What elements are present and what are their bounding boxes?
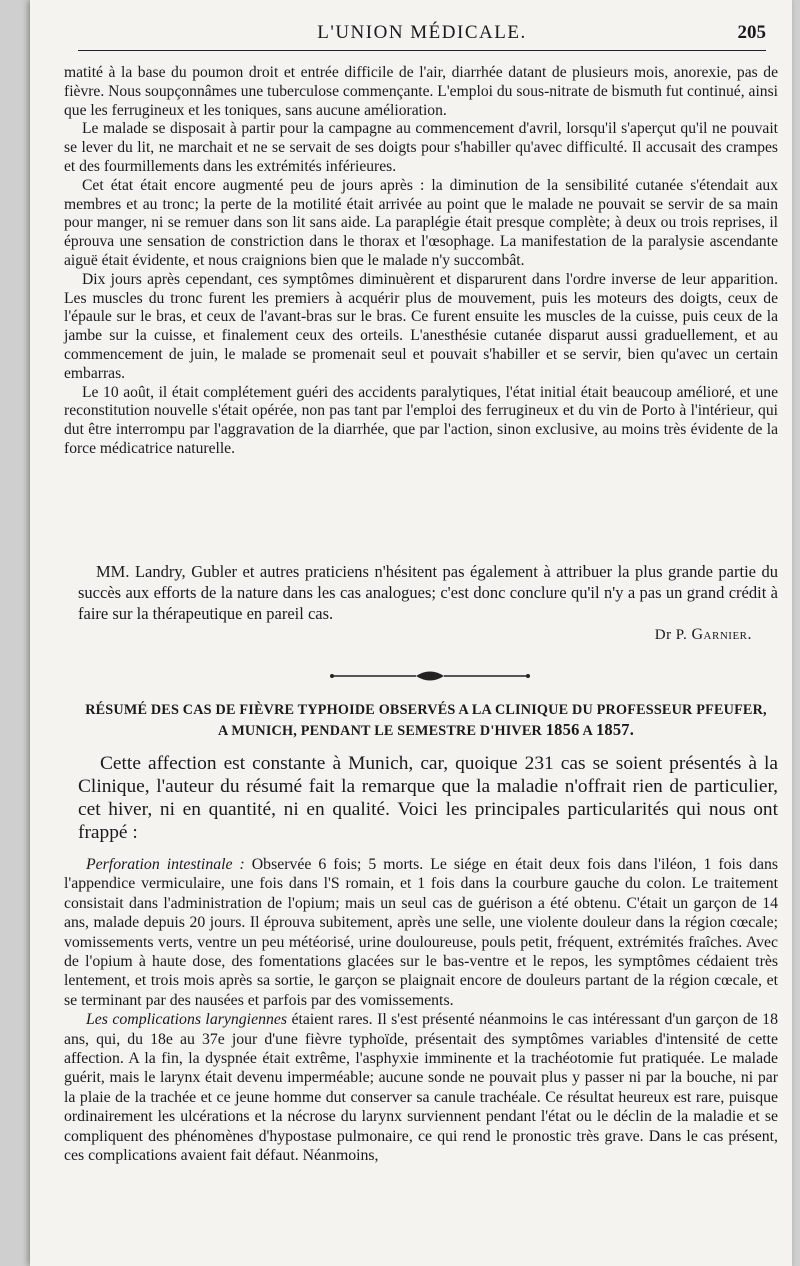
page-header — [78, 18, 766, 51]
section-divider-ornament — [330, 668, 530, 684]
paragraph: matité à la base du poumon droit et entrée difficile de l'air, diarrhée datant de plusieurs mois, anorexie, pas de fièvre. Nous soupçonnâmes une tuberculose commençante. L'emploi du sous-nitrate de bismuth fut continué, ainsi que les ferrugineux et les toniques, sans aucune amélioration. — [64, 64, 778, 119]
signature-prefix: Dr P. — [654, 627, 688, 643]
journal-page — [30, 0, 792, 1266]
paragraph: Cette affection est constante à Munich, car, quoique 231 cas se soient présentés à la Clinique, l'auteur du résumé fait la remarque que la maladie n'offrait rien de particulier, cet hiver, ni en quantité, ni en qualité. Voici les principales particularités qui nous ont frappé : — [78, 753, 778, 843]
paragraph: Le malade se disposait à partir pour la campagne au commencement d'avril, lorsqu'il s'aperçut qu'il ne pouvait se lever du lit, ne marchait et ne se servait de ses doigts pour s'habiller qu'avec difficulté. Il accusait des crampes et des fourmillements dans les extrémités inférieures. — [64, 120, 778, 175]
page-number: 205 — [737, 22, 766, 43]
heading-joiner: A — [582, 723, 593, 739]
heading-line-1: RÉSUMÉ DES CAS DE FIÈVRE TYPHOIDE OBSERVÉS A LA CLINIQUE DU PROFESSEUR PFEUFER, — [85, 702, 767, 718]
paragraph: MM. Landry, Gubler et autres praticiens n'hésitent pas également à attribuer la plus grande partie du succès aux efforts de la nature dans les cas analogues; c'est donc conclure qu'il n'y a pas un grand crédit à faire sur la thérapeutique en pareil cas. — [78, 562, 778, 623]
conclusion-paragraph — [78, 561, 778, 624]
paragraph: Dix jours après cependant, ces symptômes diminuèrent et disparurent dans l'ordre inverse de leur apparition. Les muscles du tronc furent les premiers à acquérir plus de mouvement, puis les moteurs des doigts, ceux de l'épaule sur le bras, et ceux de l'avant-bras sur le bras. Ce furent ensuite les muscles de la cuisse, puis ceux de la jambe sur la cuisse, et finalement ceux des orteils. L'anesthésie cutanée disparut aussi graduellement, et au commencement de juin, le malade se promenait seul et pouvait s'habiller et se servir, bien qu'avec un certain embarras. — [64, 270, 778, 382]
heading-line-2: A MUNICH, PENDANT LE SEMESTRE D'HIVER 1856 A 1857. — [217, 720, 635, 739]
clinical-findings-text — [64, 855, 778, 1166]
year-end: 1857. — [595, 720, 635, 739]
year-start: 1856 — [545, 720, 580, 739]
section-heading — [72, 700, 780, 741]
running-title: L'UNION MÉDICALE. — [317, 22, 527, 43]
author-signature — [655, 626, 752, 644]
paragraph-perforation: Perforation intestinale : Observée 6 fois; 5 morts. Le siége en était deux fois dans l'iléon, 1 fois dans l'appendice vermiculaire, une fois dans l'S romain, et 1 fois dans la courbure gauche du colon. Le traitement consistait dans l'administration de l'opium; mais un seul cas de guérison a été obtenu. C'était un garçon de 14 ans, malade depuis 20 jours. Il éprouva subitement, après une selle, une violente douleur dans la région cœcale; vomissements verts, ventre un peu météorisé, urine douloureuse, pouls petit, fréquent, extrémités fraîches. Avec de l'opium à haute dose, des fomentations glacées sur le bas-ventre et le repos, les symptômes cédaient très lentement, et trois mois après sa sortie, le garçon se plaignait encore de douleurs partant de la région cœcale, et se terminant par des nausées et parfois par des vomissements. — [64, 856, 779, 1009]
signature-name: Garnier. — [691, 626, 752, 643]
paragraph: Le 10 août, il était complétement guéri des accidents paralytiques, l'état initial était beaucoup amélioré, et une reconstitution nouvelle s'était opérée, non pas tant par l'emploi des ferrugineux et du vin de Porto à l'intérieur, qui dut être interrompu par l'aggravation de la diarrhée, que par l'action, sinon exclusive, au moins très évidente de la force médicatrice naturelle. — [64, 383, 778, 457]
lead-perforation: Perforation intestinale : — [86, 856, 245, 873]
intro-paragraph — [78, 752, 778, 844]
paragraph-laryngeal: Les complications laryngiennes étaient rares. Il s'est présenté néanmoins le cas intéressant d'un garçon de 18 ans, qui, du 18e au 37e jour d'une fièvre typhoïde, présentait des symptômes variables d'intensité de cette affection. A la fin, la dyspnée était extrême, l'asphyxie imminente et la trachéotomie fut pratiquée. Le malade guérit, mais le larynx était devenu imperméable; aucune sonde ne pouvait plus y passer ni par la bouche, ni par la plaie de la trachée et ce jeune homme dut conserver sa canule trachéale. Ce résultat heureux est rare, puisque ordinairement les ulcérations et la nécrose du larynx surviennent pendant l'état ou le déclin de la maladie et se compliquent des phénomènes d'hypostase pulmonaire, ce qui rend le pronostic très grave. Dans le cas présent, ces complications avaient fait défaut. Néanmoins, — [64, 1011, 778, 1165]
case-report-text — [64, 64, 778, 459]
paragraph: Cet état était encore augmenté peu de jours après : la diminution de la sensibilité cutanée s'étendait aux membres et au tronc; la perte de la motilité était arrivée au point que le malade ne pouvait se servir de sa main pour manger, ni se remuer dans son lit sans aide. La paraplégie était presque complète; à deux ou trois reprises, il éprouva une sensation de constriction dans le thorax et l'œsophage. La manifestation de la paralysie ascendante aiguë était évidente, et nous craignions bien que le malade n'y succombât. — [64, 176, 778, 269]
lead-laryngeal: Les complications laryngiennes — [86, 1011, 288, 1029]
